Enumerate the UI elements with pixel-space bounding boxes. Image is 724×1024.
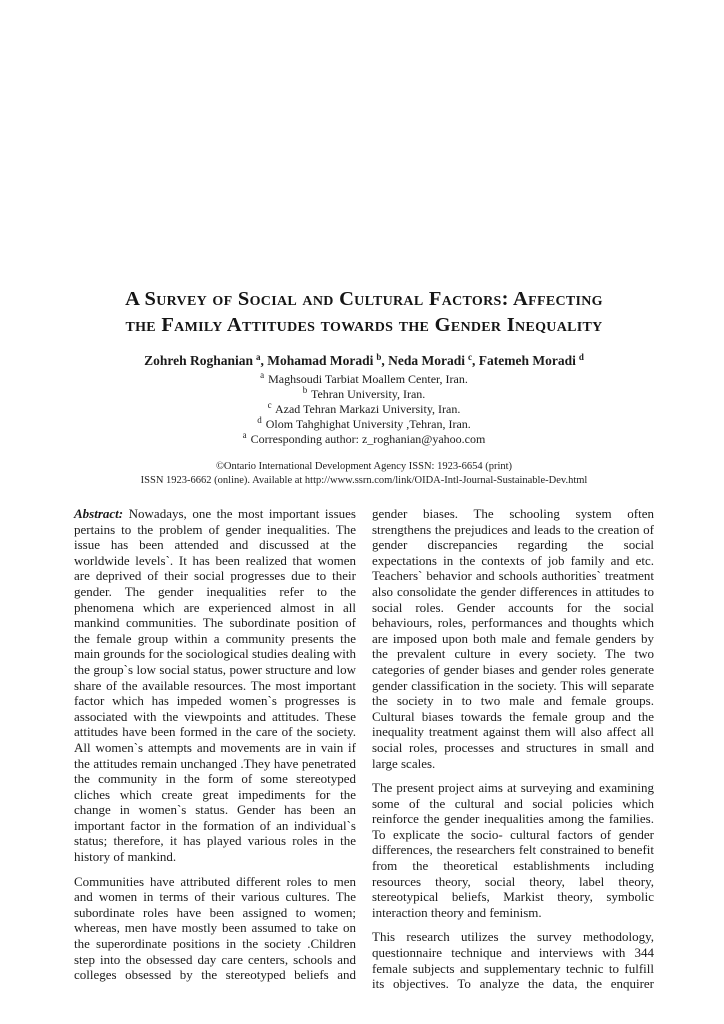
author-name-2: Mohamad Moradi bbox=[267, 353, 374, 368]
affiliation-line bbox=[74, 372, 654, 387]
publisher-block bbox=[74, 460, 654, 487]
affiliation-line bbox=[74, 387, 654, 402]
affiliation-sup: a bbox=[260, 370, 265, 380]
affiliation-line bbox=[74, 417, 654, 432]
affiliations-block bbox=[74, 372, 654, 447]
paper-title-line-1: A Survey of Social and Cultural Factors: Affecting bbox=[125, 288, 603, 310]
paper-title-line-2: the Family Attitudes towards the Gender Inequality bbox=[125, 314, 603, 336]
authors-line bbox=[74, 352, 654, 369]
author-separator: , bbox=[381, 353, 385, 368]
affiliation-text: Olom Tahghighat University ,Tehran, Iran. bbox=[262, 417, 471, 431]
author-separator: , bbox=[260, 353, 264, 368]
author-sup-4: d bbox=[578, 351, 584, 362]
abstract-paragraph bbox=[74, 506, 356, 865]
author-sup-2: b bbox=[376, 351, 382, 362]
affiliation-sup: d bbox=[257, 415, 262, 425]
column-right bbox=[372, 506, 654, 992]
affiliation-sup: a bbox=[242, 430, 247, 440]
affiliation-text: Maghsoudi Tarbiat Moallem Center, Iran. bbox=[265, 372, 468, 386]
author-separator: , bbox=[472, 353, 476, 368]
author-sup-1: a bbox=[256, 351, 261, 362]
body-paragraph: This research utilizes the survey methodology, questionnaire technique and interviews with 344 female subjects and supplementary technic to fulfill its objectives. To analyze the data, the enquirer bbox=[372, 929, 654, 992]
body-paragraph: The present project aims at surveying and examining some of the cultural and social policies which reinforce the gender inequalities among the families. To explicate the socio- cultural factors of gender differences, the researchers felt constrained to benefit from the theoretical establishments including resources theory, social theory, label theory, stereotypical beliefs, Markist theory, symbolic interaction theory and feminism. bbox=[372, 780, 654, 920]
author-name-3: Neda Moradi bbox=[388, 353, 466, 368]
affiliation-line bbox=[74, 402, 654, 417]
abstract-label: Abstract: bbox=[74, 506, 124, 521]
corresponding-author-line bbox=[74, 432, 654, 447]
affiliation-text: Tehran University, Iran. bbox=[308, 387, 426, 401]
column-left bbox=[74, 506, 356, 992]
body-paragraph: gender biases. The schooling system often strengthens the prejudices and leads to the creation of gender discrepancies regarding the social expectations in the contexts of job family and etc. Teachers` behavior and schools authorities` treatment also consolidate the gender differences in attitudes to social roles. Gender accounts for the social behaviours, roles, performances and thoughts which are imposed upon both male and female genders by the prevalent culture in every society. The two categories of gender biases and gender roles generate gender classification in the society. This will separate the society in to two male and female groups. Cultural biases towards the female group and the inequality treatment against them will also affect all social roles, processes and structures in small and large scales. bbox=[372, 506, 654, 771]
paper-title bbox=[74, 286, 654, 338]
body-columns bbox=[74, 506, 654, 992]
author-sup-3: c bbox=[468, 351, 473, 362]
publisher-line-2: ISSN 1923-6662 (online). Available at http://www.ssrn.com/link/OIDA-Intl-Journal-Sustainable-Dev.html bbox=[140, 474, 588, 486]
corresponding-author-text: Corresponding author: z_roghanian@yahoo.com bbox=[247, 432, 486, 446]
abstract-text: Nowadays, one the most important issues pertains to the problem of gender inequalities. The issue has been attended and discussed at the worldwide levels`. It has been realized that women are deprived of their social progresses due to their gender. The gender inequalities refer to the phenomena which are experienced almost in all mankind communities. The subordinate position of the female group within a community presents the main grounds for the sociological studies dealing with the group`s low social status, power structure and low share of the available resources. The most important factor which has impeded women`s progresses is associated with the viewpoints and attitudes. These attitudes have been formed in the care of the society. All women`s attempts and movements are in vain if the attitudes remain unchanged .They have penetrated the community in the form of some stereotyped cliches which create great impediments for the change in women`s status. Gender has been an important factor in the formation of an individual`s status; therefore, it has played various roles in the history of mankind. bbox=[74, 506, 356, 865]
affiliation-sup: b bbox=[302, 385, 308, 395]
author-name-1: Zohreh Roghanian bbox=[144, 353, 254, 368]
affiliation-sup: c bbox=[267, 400, 272, 410]
publisher-line-1: ©Ontario International Development Agency ISSN: 1923-6654 (print) bbox=[215, 461, 513, 472]
author-name-4: Fatemeh Moradi bbox=[478, 353, 576, 368]
affiliation-text: Azad Tehran Markazi University, Iran. bbox=[272, 402, 461, 416]
body-paragraph: Communities have attributed different roles to men and women in terms of their various cultures. The subordinate roles have been assigned to women; whereas, men have mostly been assumed to take on the superordinate positions in the society .Children step into the obsessed day care centers, schools and colleges obsessed by the stereotyped beliefs and bbox=[74, 873, 356, 983]
